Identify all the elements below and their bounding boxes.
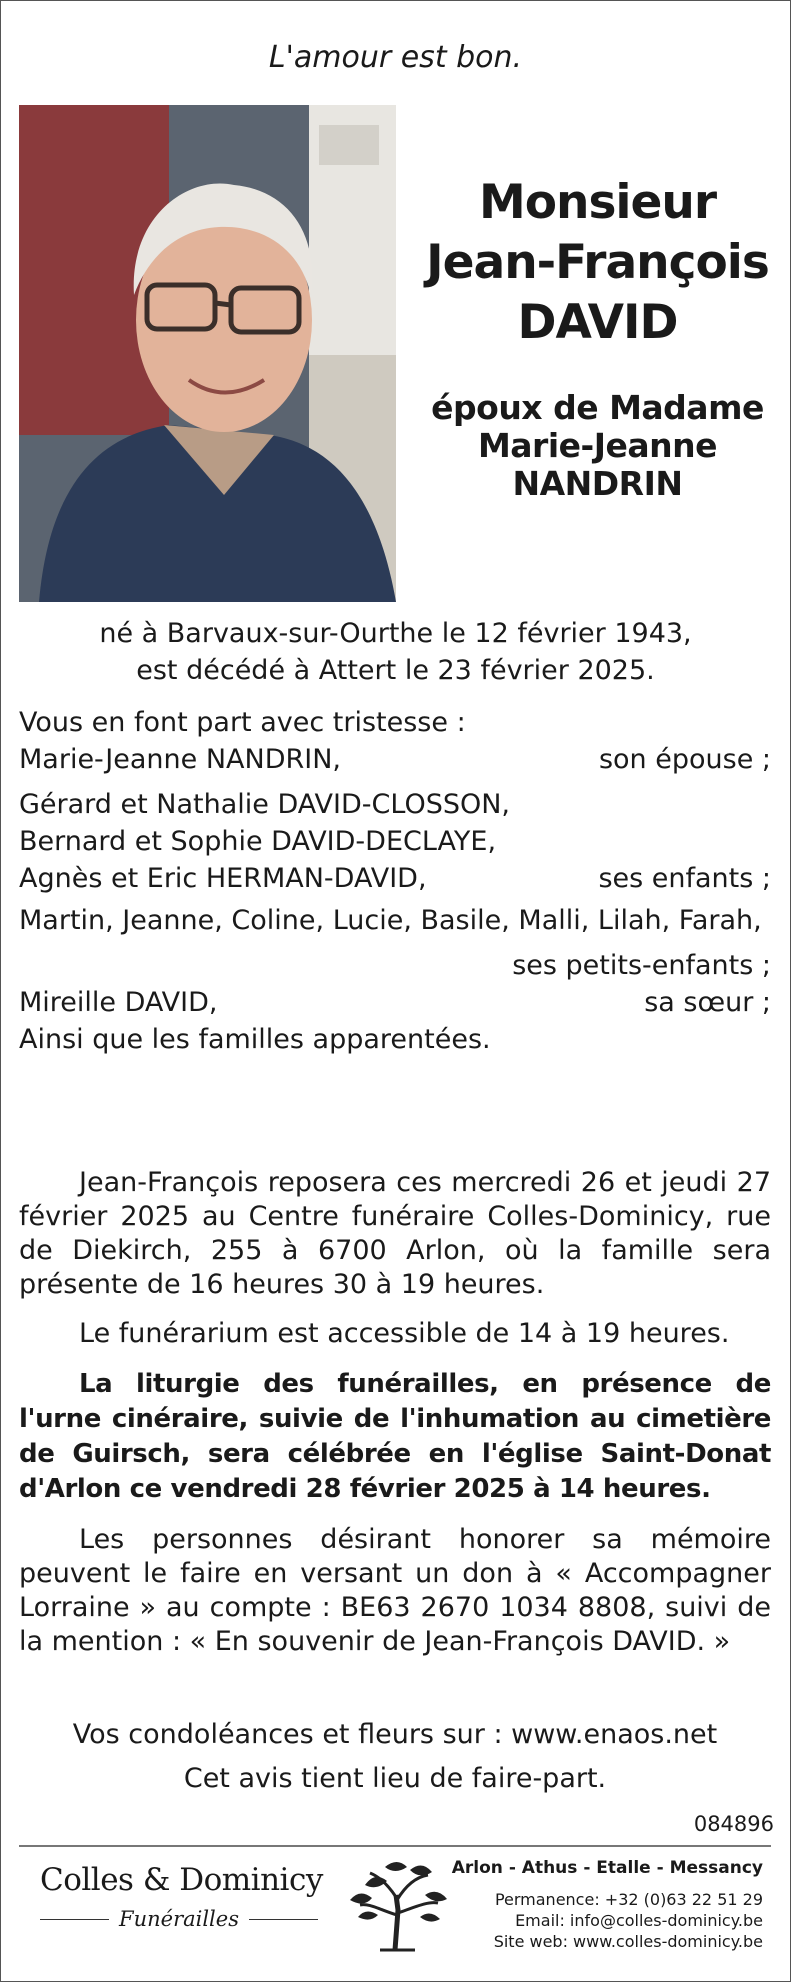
wife-role: son épouse ; [598, 744, 771, 775]
child-3: Agnès et Eric HERMAN-DAVID, [19, 863, 427, 894]
tagline-text: Funérailles [119, 1907, 239, 1931]
wife-row [19, 741, 771, 778]
funerarium-hours: Le funérarium est accessible de 14 à 19 heures. [79, 1318, 730, 1349]
funeral-home-tagline [40, 1907, 318, 1931]
epigraph: L'amour est bon. [268, 40, 523, 75]
spouse-block [410, 389, 785, 503]
child-1: Gérard et Nathalie DAVID-CLOSSON, [19, 789, 511, 820]
cities-line: Arlon - Athus - Etalle - Messancy [451, 1858, 763, 1878]
portrait-photo [19, 105, 396, 602]
family-list [19, 704, 771, 1058]
closing-lines [19, 1713, 771, 1801]
honorific: Monsieur [478, 175, 717, 230]
notice-line: Cet avis tient lieu de faire-part. [183, 1763, 607, 1794]
children-row [19, 860, 771, 897]
birth-line: né à Barvaux-sur-Ourthe le 12 février 1943, [99, 618, 692, 649]
phone-line: Permanence: +32 (0)63 22 51 29 [494, 1890, 763, 1909]
reference-number: 084896 [693, 1812, 774, 1836]
tree-logo-icon [340, 1855, 455, 1955]
death-line: est décédé à Attert le 23 février 2025. [136, 655, 655, 686]
tagline-rule-left [40, 1919, 109, 1920]
wife-name: Marie-Jeanne NANDRIN, [19, 744, 341, 775]
donation-paragraph: Les personnes désirant honorer sa mémoire peuvent le faire en versant un don à « Accompagner Lorraine » au compte : BE63 2670 1034 8808, suivi de la mention : « En souvenir de Jean-François DAVID. » [19, 1524, 771, 1657]
sister-role: sa sœur ; [644, 987, 771, 1018]
birth-death-lines [0, 615, 791, 689]
portrait-illustration [19, 105, 396, 602]
deceased-name-block [410, 173, 785, 503]
funeral-home-name: Colles & Dominicy [40, 1862, 323, 1898]
spouse-last-name: NANDRIN [512, 464, 683, 503]
liturgy-paragraph: La liturgie des funérailles, en présence de l'urne cinéraire, suivie de l'inhumation au cimetière de Guirsch, sera célébrée en l'église Saint-Donat d'Arlon ce vendredi 28 février 2025 à 14 heures. [19, 1369, 771, 1504]
sister-name: Mireille DAVID, [19, 987, 218, 1018]
tagline-rule-right [249, 1919, 318, 1920]
contact-block [452, 1858, 763, 1952]
children-role: ses enfants ; [598, 863, 771, 894]
grandchildren-role: ses petits-enfants ; [512, 950, 771, 981]
spouse-first-name: Marie-Jeanne [477, 426, 718, 465]
footer-divider [19, 1845, 771, 1847]
grandchildren-names: Martin, Jeanne, Coline, Lucie, Basile, Malli, Lilah, Farah, [19, 905, 762, 936]
email-line: Email: info@colles-dominicy.be [515, 1911, 763, 1930]
relatives-line: Ainsi que les familles apparentées. [19, 1024, 491, 1055]
condolences-line: Vos condoléances et fleurs sur : www.enaos.net [72, 1719, 718, 1750]
child-2: Bernard et Sophie DAVID-DECLAYE, [19, 826, 497, 857]
sister-row [19, 984, 771, 1021]
last-name: DAVID [517, 295, 678, 350]
website-line: Site web: www.colles-dominicy.be [493, 1932, 763, 1951]
rest-paragraph: Jean-François reposera ces mercredi 26 et jeudi 27 février 2025 au Centre funéraire Colles-Dominicy, rue de Diekirch, 255 à 6700 Arlon, où la famille sera présente de 16 heures 30 à 19 heures. [19, 1167, 771, 1300]
spouse-line: époux de Madame [431, 388, 764, 427]
intro-line: Vous en font part avec tristesse : [19, 707, 466, 738]
first-name: Jean-François [426, 235, 769, 290]
